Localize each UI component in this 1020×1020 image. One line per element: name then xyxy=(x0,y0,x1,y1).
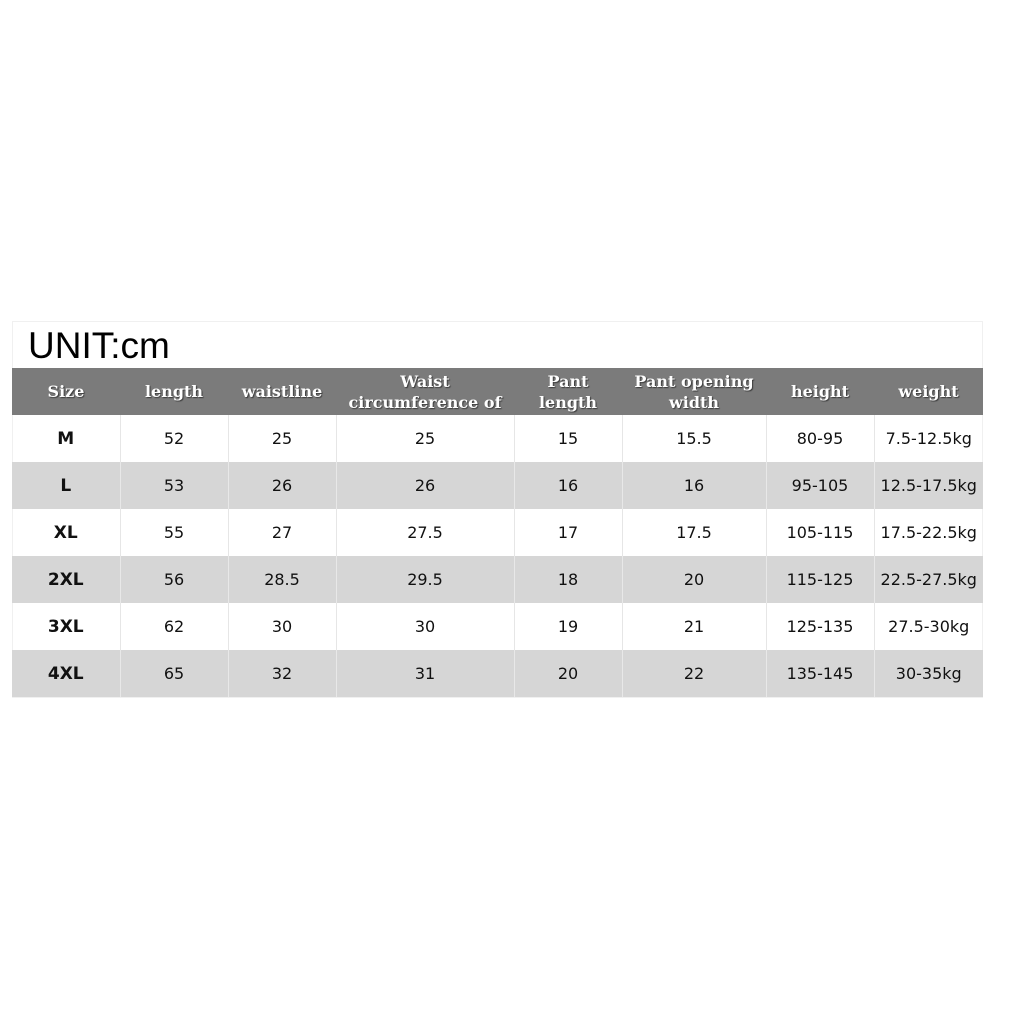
table-cell: 25 xyxy=(228,415,336,462)
table-cell: 20 xyxy=(622,556,766,603)
table-header-row xyxy=(12,368,983,415)
size-chart xyxy=(12,321,983,698)
table-cell: 16 xyxy=(514,462,622,509)
table-cell: 29.5 xyxy=(336,556,514,603)
column-header-length: length xyxy=(120,368,228,415)
table-cell: 19 xyxy=(514,603,622,650)
table-cell: 53 xyxy=(120,462,228,509)
table-cell: 105-115 xyxy=(766,509,874,556)
table-cell: 26 xyxy=(336,462,514,509)
table-row xyxy=(12,650,983,697)
size-table xyxy=(12,368,983,697)
table-cell: 21 xyxy=(622,603,766,650)
table-cell: 62 xyxy=(120,603,228,650)
table-cell: 2XL xyxy=(12,556,120,603)
table-cell: 15.5 xyxy=(622,415,766,462)
table-cell: 20 xyxy=(514,650,622,697)
table-cell: 26 xyxy=(228,462,336,509)
table-cell: 27 xyxy=(228,509,336,556)
table-row xyxy=(12,603,983,650)
column-header-weight: weight xyxy=(874,368,983,415)
table-cell: XL xyxy=(53,522,78,543)
table-cell: L xyxy=(12,462,120,509)
table-cell: 3XL xyxy=(47,616,84,637)
column-header-pant-opening-width: Pant opening width xyxy=(622,368,766,415)
table-cell: 7.5-12.5kg xyxy=(874,415,983,462)
table-cell: 25 xyxy=(336,415,514,462)
column-header-waist-circumference: Waist circumference of xyxy=(336,368,514,415)
table-cell: 12.5-17.5kg xyxy=(874,462,983,509)
table-cell: 135-145 xyxy=(766,650,874,697)
table-cell: 18 xyxy=(514,556,622,603)
table-cell: 30 xyxy=(228,603,336,650)
table-cell: 125-135 xyxy=(766,603,874,650)
table-cell: 30-35kg xyxy=(874,650,983,697)
table-row xyxy=(12,462,983,509)
unit-label: UNIT:cm xyxy=(28,325,170,366)
table-cell: 95-105 xyxy=(766,462,874,509)
table-cell: 30 xyxy=(336,603,514,650)
table-cell: 65 xyxy=(120,650,228,697)
table-cell: 80-95 xyxy=(766,415,874,462)
table-cell: 27.5-30kg xyxy=(874,603,983,650)
table-cell: 17.5 xyxy=(622,509,766,556)
table-cell: 31 xyxy=(336,650,514,697)
table-cell: 28.5 xyxy=(228,556,336,603)
table-cell: 56 xyxy=(120,556,228,603)
table-cell: 17.5-22.5kg xyxy=(874,509,983,556)
table-cell: 115-125 xyxy=(766,556,874,603)
table-cell: 4XL xyxy=(12,650,120,697)
table-cell: 52 xyxy=(120,415,228,462)
table-cell: 55 xyxy=(120,509,228,556)
table-cell: 22.5-27.5kg xyxy=(874,556,983,603)
column-header-size: Size xyxy=(12,368,120,415)
table-row xyxy=(12,556,983,603)
column-header-height: height xyxy=(766,368,874,415)
column-header-pant-length: Pant length xyxy=(514,368,622,415)
table-cell: 17 xyxy=(514,509,622,556)
table-cell: M xyxy=(57,428,75,449)
table-row xyxy=(12,415,983,462)
column-header-waistline: waistline xyxy=(228,368,336,415)
table-cell: 27.5 xyxy=(336,509,514,556)
table-cell: 15 xyxy=(514,415,622,462)
table-row xyxy=(12,509,983,556)
table-cell: 16 xyxy=(622,462,766,509)
table-cell: 22 xyxy=(622,650,766,697)
table-cell: 32 xyxy=(228,650,336,697)
